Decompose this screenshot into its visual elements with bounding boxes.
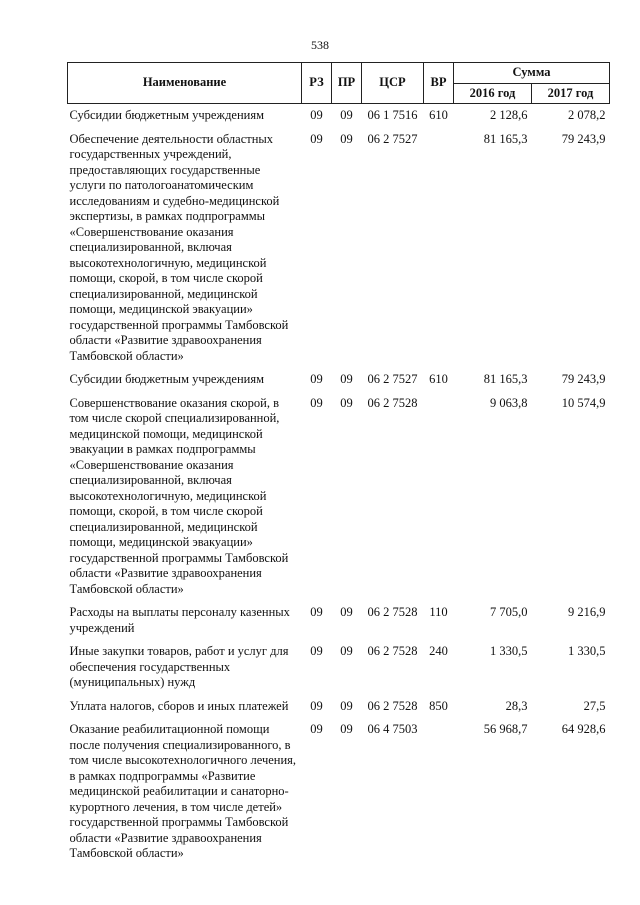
row-sum-2016: 1 330,5 (490, 644, 528, 658)
row-sum-2016: 7 705,0 (490, 605, 528, 619)
page-number: 538 (311, 38, 329, 52)
row-rz: 09 (310, 605, 323, 619)
row-csr: 06 1 7516 (367, 108, 418, 122)
row-vr: 240 (429, 644, 448, 658)
row-sum-2016: 81 165,3 (483, 372, 528, 386)
row-csr: 06 2 7527 (367, 131, 418, 146)
row-name: Субсидии бюджетным учреждениям (69, 108, 265, 122)
row-sum-2017: 10 574,9 (561, 395, 606, 410)
table-row (68, 104, 610, 132)
row-sum-2017: 2 078,2 (568, 108, 606, 122)
row-csr: 06 2 7528 (367, 644, 418, 658)
row-sum-2017: 79 243,9 (561, 372, 606, 386)
row-csr: 06 2 7527 (367, 372, 418, 386)
row-sum-2017: 27,5 (583, 698, 606, 713)
budget-table (67, 62, 610, 870)
header-year-2017: 2017 год (532, 83, 610, 104)
row-vr: 610 (429, 372, 448, 386)
row-rz: 09 (310, 131, 323, 146)
row-pr: 09 (340, 605, 353, 619)
row-pr: 09 (340, 131, 353, 146)
header-vr: ВР (424, 63, 454, 104)
row-name: Расходы на выплаты персоналу казенных учреждений (69, 605, 290, 635)
row-csr: 06 2 7528 (367, 605, 418, 619)
header-rz: РЗ (302, 63, 332, 104)
table-row (68, 644, 610, 699)
table-row (68, 396, 610, 606)
row-pr: 09 (340, 698, 353, 713)
row-rz: 09 (310, 395, 323, 410)
row-vr (424, 132, 454, 373)
row-vr (424, 722, 454, 870)
header-year-2016: 2016 год (454, 83, 532, 104)
row-rz: 09 (310, 698, 323, 713)
row-name: Совершенствование оказания скорой, в том числе скорой специализированной, медицинской помощи, медицинской эвакуации в рамках подпрограммы «Совершенствование оказания специализированной, включая высокотехнологичную, медицинской помощи, скорой, в том числе скорой специализированной, медицинской помощи, медицинской эвакуации» государственной программы Тамбовской области «Развитие здравоохранения Тамбовской области» (69, 395, 289, 596)
table-row (68, 605, 610, 644)
header-pr: ПР (332, 63, 362, 104)
header-sum: Сумма (454, 63, 610, 84)
table-row (68, 132, 610, 373)
row-sum-2016: 9 063,8 (490, 395, 528, 410)
row-sum-2016: 81 165,3 (483, 131, 528, 146)
row-vr: 610 (429, 108, 448, 122)
row-pr: 09 (340, 372, 353, 386)
header-name: Наименование (68, 63, 302, 104)
row-name: Обеспечение деятельности областных государственных учреждений, предоставляющих государственные услуги по патологоанатомическим исследованиям и судебно-медицинской экспертизы, в рамках подпрограммы «Совершенствование оказания специализированной, включая высокотехнологичную, медицинской помощи, скорой, в том числе скорой специализированной, медицинской помощи, медицинской эвакуации» государственной программы Тамбовской области «Развитие здравоохранения Тамбовской области» (69, 131, 289, 363)
row-name: Оказание реабилитационной помощи после получения специализированного, в том числе высокотехнологичного лечения, в рамках подпрограммы «Развитие медицинской реабилитации и санаторно-курортного лечения, в том числе детей» государственной программы Тамбовской области «Развитие здравоохранения Тамбовской области» (69, 722, 297, 860)
row-pr: 09 (340, 644, 353, 658)
row-sum-2017: 79 243,9 (561, 131, 606, 146)
table-row (68, 372, 610, 396)
row-rz: 09 (310, 644, 323, 658)
row-sum-2017: 64 928,6 (561, 722, 606, 736)
row-name: Иные закупки товаров, работ и услуг для обеспечения государственных (муниципальных) нужд (69, 644, 289, 689)
row-vr (424, 396, 454, 606)
row-sum-2017: 1 330,5 (568, 644, 606, 658)
header-csr: ЦСР (362, 63, 424, 104)
row-sum-2016: 28,3 (505, 698, 528, 713)
row-vr: 110 (429, 605, 448, 619)
row-sum-2016: 2 128,6 (490, 108, 528, 122)
table-row (68, 699, 610, 723)
row-pr: 09 (340, 722, 353, 736)
row-rz: 09 (310, 108, 323, 122)
row-pr: 09 (340, 395, 353, 410)
row-sum-2016: 56 968,7 (483, 722, 528, 736)
row-name: Субсидии бюджетным учреждениям (69, 372, 265, 386)
row-vr: 850 (429, 698, 448, 713)
table-row (68, 722, 610, 870)
row-csr: 06 4 7503 (367, 722, 418, 736)
header-row (68, 63, 610, 84)
row-sum-2017: 9 216,9 (568, 605, 606, 619)
row-csr: 06 2 7528 (367, 698, 418, 713)
row-pr: 09 (340, 108, 353, 122)
row-rz: 09 (310, 372, 323, 386)
row-name: Уплата налогов, сборов и иных платежей (69, 698, 289, 713)
row-rz: 09 (310, 722, 323, 736)
row-csr: 06 2 7528 (367, 395, 418, 410)
